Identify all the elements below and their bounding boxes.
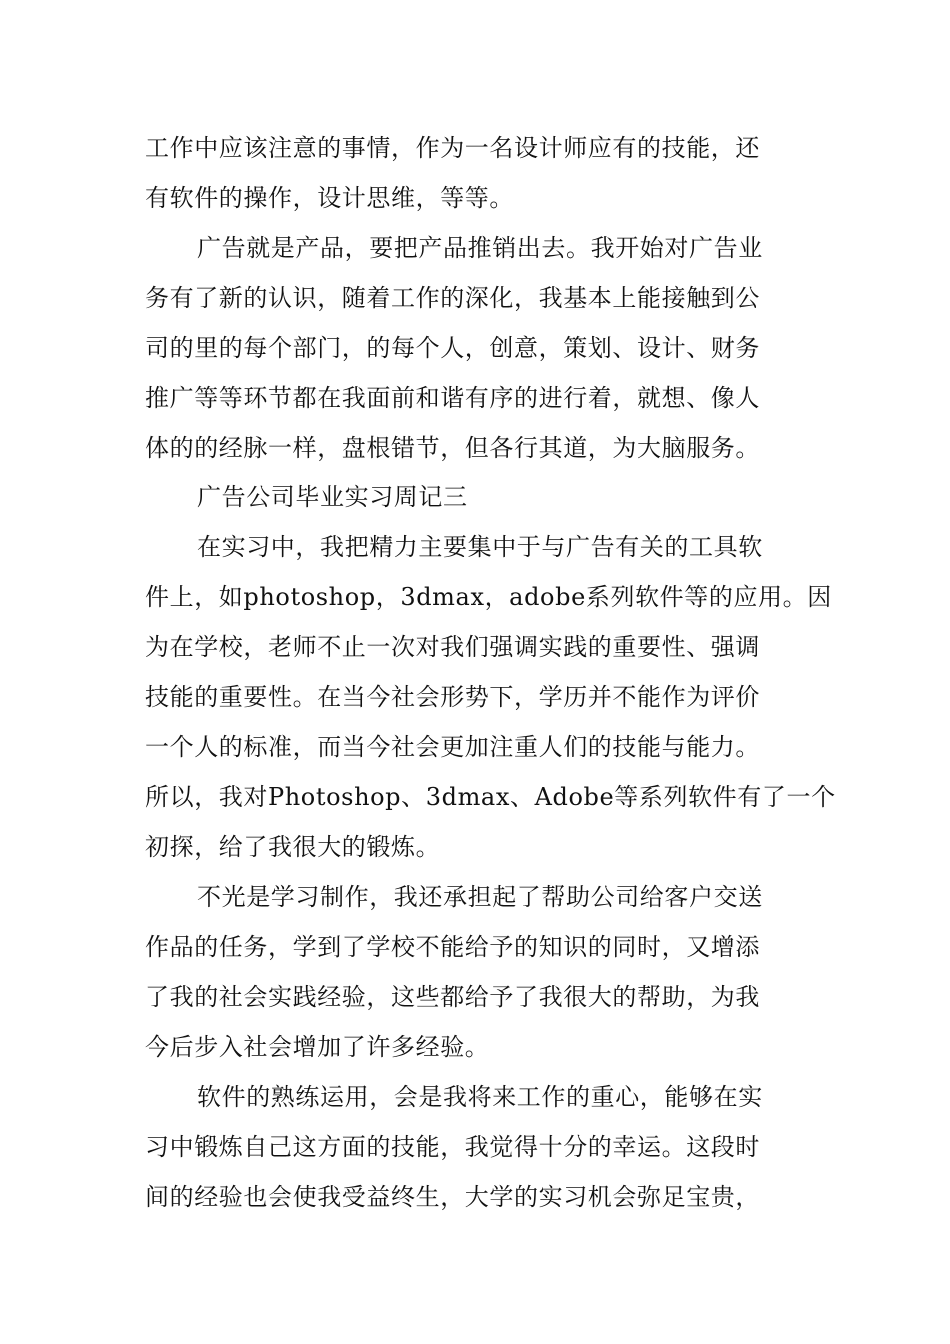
text-line: 司的里的每个部门，的每个人，创意，策划、设计、财务: [145, 334, 760, 362]
text-line: 习中锻炼自己这方面的技能，我觉得十分的幸运。这段时: [145, 1133, 760, 1161]
text-line: 推广等等环节都在我面前和谐有序的进行着，就想、像人: [145, 384, 760, 412]
section-heading: 广告公司毕业实习周记三: [197, 483, 468, 511]
text-line: 一个人的标准，而当今社会更加注重人们的技能与能力。: [145, 733, 760, 761]
text-line: 件上，如photoshop，3dmax，adobe系列软件等的应用。因: [145, 583, 832, 611]
paragraph-start-line: 广告就是产品，要把产品推销出去。我开始对广告业: [197, 234, 763, 262]
text-line: 所以，我对Photoshop、3dmax、Adobe等系列软件有了一个: [145, 783, 836, 811]
text-line: 务有了新的认识，随着工作的深化，我基本上能接触到公: [145, 284, 760, 312]
text-line: 有软件的操作，设计思维，等等。: [145, 184, 514, 212]
paragraph-start-line: 软件的熟练运用，会是我将来工作的重心，能够在实: [197, 1083, 763, 1111]
text-line: 初探，给了我很大的锻炼。: [145, 833, 441, 861]
text-line: 技能的重要性。在当今社会形势下，学历并不能作为评价: [145, 683, 760, 711]
text-line: 间的经验也会使我受益终生，大学的实习机会弥足宝贵，: [145, 1183, 760, 1211]
text-line: 了我的社会实践经验，这些都给予了我很大的帮助，为我: [145, 983, 760, 1011]
paragraph-start-line: 在实习中，我把精力主要集中于与广告有关的工具软: [197, 533, 763, 561]
paragraph-start-line: 不光是学习制作，我还承担起了帮助公司给客户交送: [197, 883, 763, 911]
text-line: 作品的任务，学到了学校不能给予的知识的同时，又增添: [145, 933, 760, 961]
text-line: 为在学校，老师不止一次对我们强调实践的重要性、强调: [145, 633, 760, 661]
text-line: 今后步入社会增加了许多经验。: [145, 1033, 490, 1061]
text-line: 工作中应该注意的事情，作为一名设计师应有的技能，还: [145, 134, 760, 162]
text-line: 体的的经脉一样，盘根错节，但各行其道，为大脑服务。: [145, 434, 760, 462]
